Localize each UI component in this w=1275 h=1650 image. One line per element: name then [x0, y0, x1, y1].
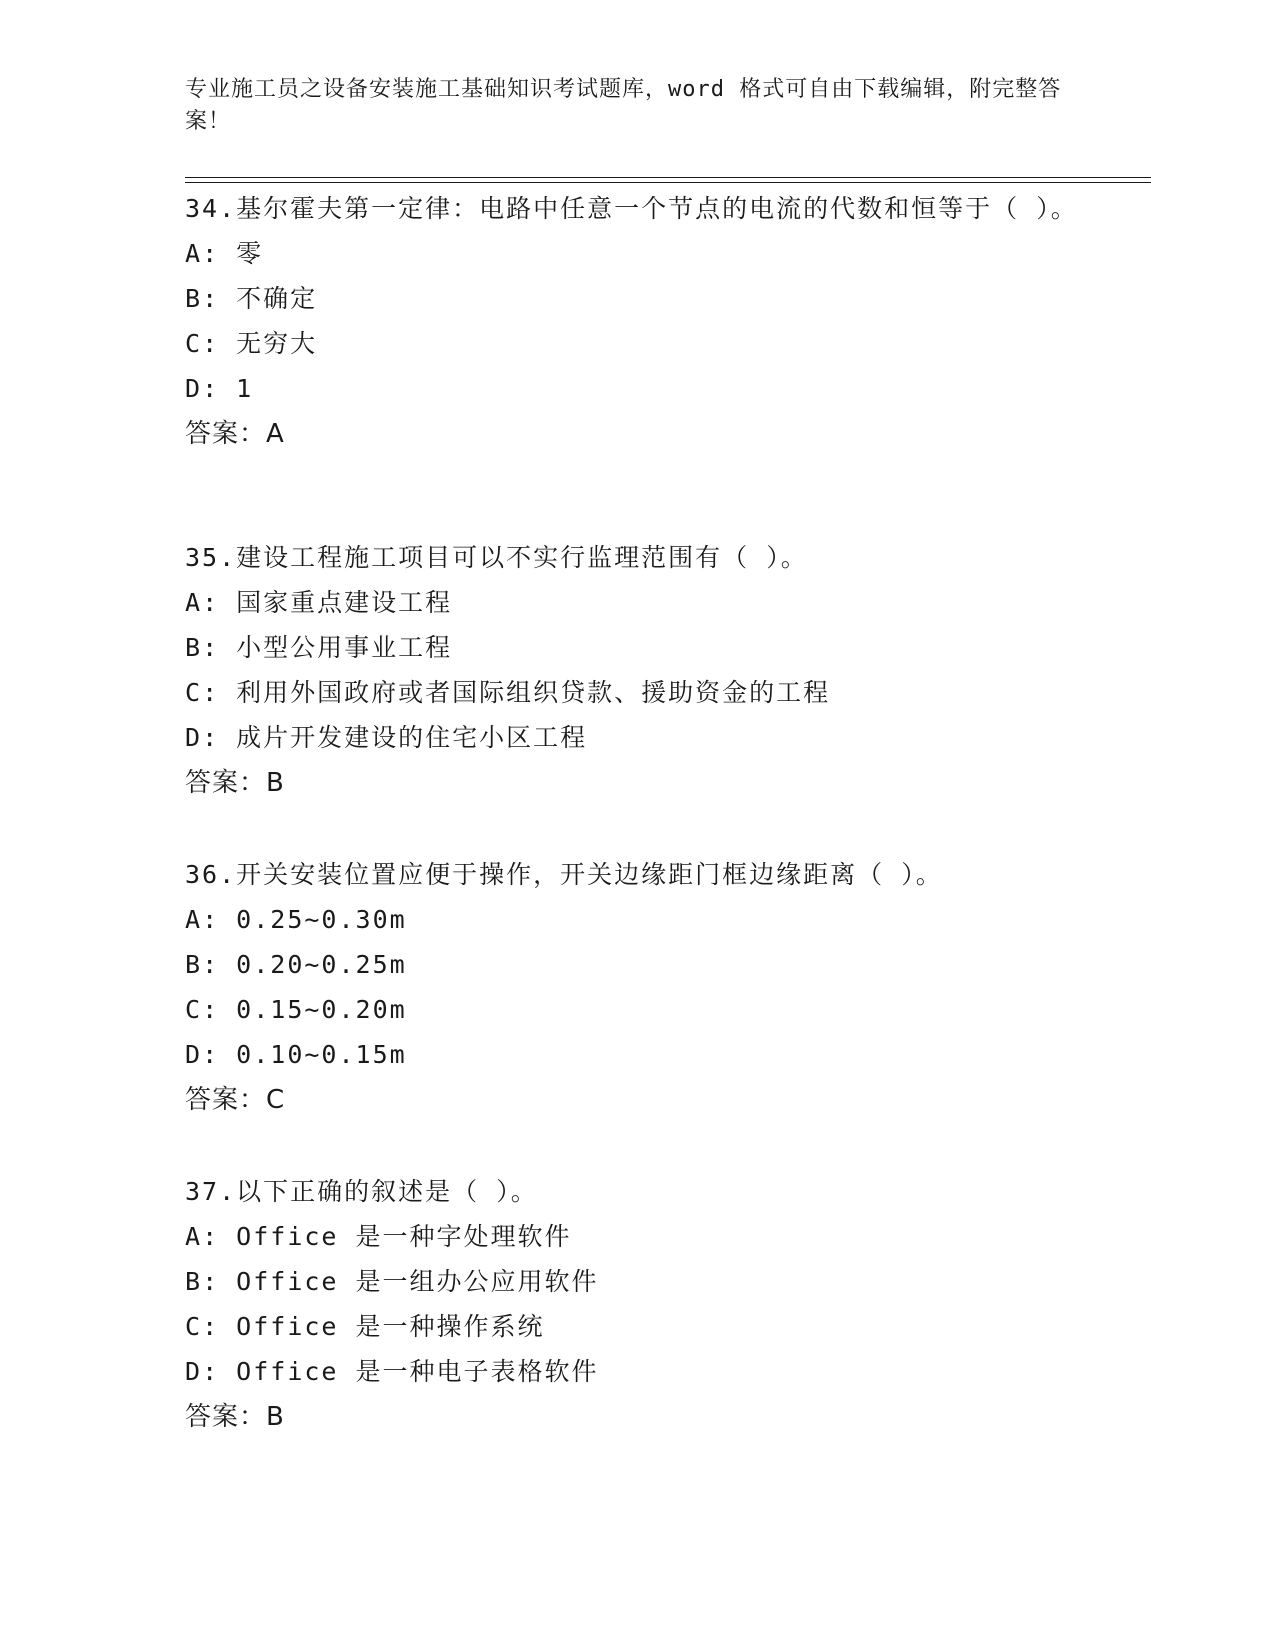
option-letter: D — [185, 1357, 203, 1386]
option-a: A: 国家重点建设工程 — [185, 588, 453, 617]
answer-label: 答案：B — [185, 1402, 285, 1432]
option-text: Office 是一种操作系统 — [236, 1312, 545, 1341]
option-letter: C — [185, 1312, 203, 1341]
answer-label: 答案：A — [185, 419, 285, 449]
option-d: D: 成片开发建设的住宅小区工程 — [185, 723, 588, 752]
question-37 — [185, 1169, 1085, 1440]
option-text: Office 是一种字处理软件 — [236, 1222, 572, 1251]
header-rule-top — [185, 177, 1151, 178]
option-b: B: 小型公用事业工程 — [185, 633, 453, 662]
option-text: Office 是一种电子表格软件 — [236, 1357, 599, 1386]
option-text: Office 是一组办公应用软件 — [236, 1267, 599, 1296]
option-text: 0.10~0.15m — [236, 1040, 407, 1069]
option-letter: B — [185, 950, 203, 979]
option-text: 国家重点建设工程 — [236, 588, 453, 617]
option-b: B: 0.20~0.25m — [185, 950, 407, 979]
option-letter: C — [185, 995, 203, 1024]
header-rule-bottom — [185, 182, 1151, 183]
option-text: 不确定 — [236, 284, 318, 313]
option-letter: A — [185, 905, 203, 934]
option-letter: A — [185, 1222, 203, 1251]
option-c: C: Office 是一种操作系统 — [185, 1312, 545, 1341]
option-letter: B — [185, 284, 203, 313]
option-a: A: 0.25~0.30m — [185, 905, 407, 934]
document-intro: 专业施工员之设备安装施工基础知识考试题库，word 格式可自由下载编辑，附完整答案！ — [185, 77, 1062, 134]
option-text: 零 — [236, 239, 264, 268]
option-text: 利用外国政府或者国际组织贷款、援助资金的工程 — [236, 678, 831, 707]
option-c: C: 利用外国政府或者国际组织贷款、援助资金的工程 — [185, 678, 831, 707]
question-stem: 35.建设工程施工项目可以不实行监理范围有（ ）。 — [185, 543, 808, 572]
option-text: 0.15~0.20m — [236, 995, 407, 1024]
option-letter: B — [185, 633, 203, 662]
option-letter: D — [185, 723, 203, 752]
option-c: C: 无穷大 — [185, 329, 318, 358]
option-letter: C — [185, 678, 203, 707]
option-letter: A — [185, 239, 203, 268]
option-text: 成片开发建设的住宅小区工程 — [236, 723, 588, 752]
question-36 — [185, 852, 1085, 1123]
option-d: D: 1 — [185, 374, 254, 403]
question-stem: 34.基尔霍夫第一定律：电路中任意一个节点的电流的代数和恒等于（ ）。 — [185, 194, 1078, 223]
answer-label: 答案：B — [185, 768, 285, 798]
option-letter: A — [185, 588, 203, 617]
question-stem: 37.以下正确的叙述是（ ）。 — [185, 1177, 538, 1206]
option-text: 1 — [236, 374, 254, 403]
option-a: A: 零 — [185, 239, 264, 268]
option-letter: B — [185, 1267, 203, 1296]
answer-label: 答案：C — [185, 1085, 286, 1115]
option-b: B: 不确定 — [185, 284, 318, 313]
question-35 — [185, 535, 1085, 806]
option-letter: C — [185, 329, 203, 358]
option-b: B: Office 是一组办公应用软件 — [185, 1267, 599, 1296]
option-letter: D — [185, 1040, 203, 1069]
option-text: 无穷大 — [236, 329, 318, 358]
option-a: A: Office 是一种字处理软件 — [185, 1222, 572, 1251]
question-stem: 36.开关安装位置应便于操作，开关边缘距门框边缘距离（ ）。 — [185, 860, 943, 889]
option-letter: D — [185, 374, 203, 403]
question-34 — [185, 186, 1085, 457]
option-c: C: 0.15~0.20m — [185, 995, 407, 1024]
option-d: D: Office 是一种电子表格软件 — [185, 1357, 599, 1386]
option-text: 0.20~0.25m — [236, 950, 407, 979]
option-d: D: 0.10~0.15m — [185, 1040, 407, 1069]
option-text: 小型公用事业工程 — [236, 633, 453, 662]
option-text: 0.25~0.30m — [236, 905, 407, 934]
